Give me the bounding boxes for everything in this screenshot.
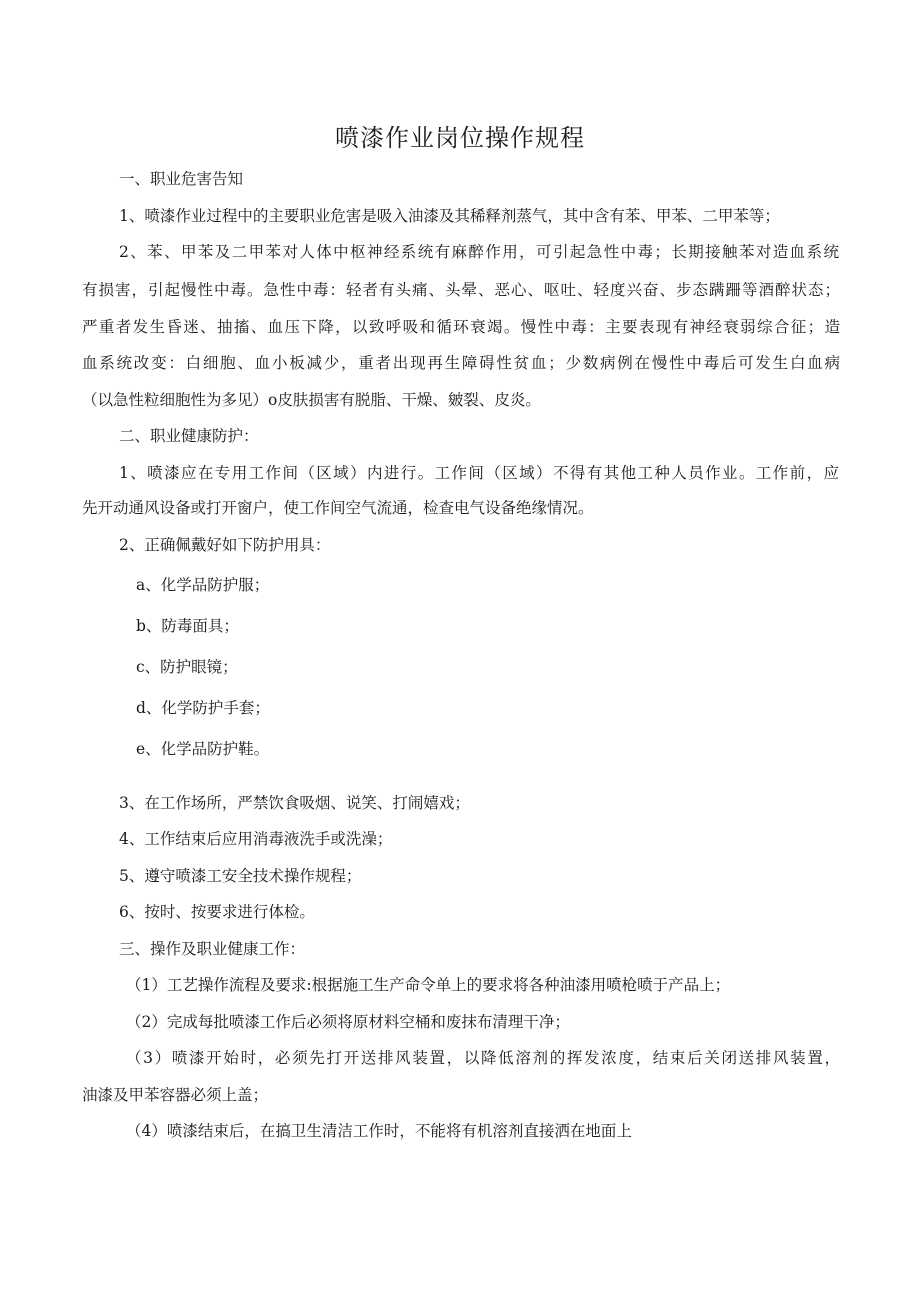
document-title: 喷漆作业岗位操作规程 bbox=[335, 124, 585, 152]
section3-item3-line2: 油漆及甲苯容器必须上盖； bbox=[82, 1086, 269, 1104]
equipment-item-d: d、化学防护手套； bbox=[136, 699, 270, 717]
equipment-item-b: b、防毒面具； bbox=[136, 617, 239, 635]
section3-heading: 三、操作及职业健康工作： bbox=[119, 940, 306, 958]
section1-item2-line2: 有损害，引起慢性中毒。急性中毒：轻者有头痛、头晕、恶心、呕吐、轻度兴奋、步态蹒跚等酒醉状态； bbox=[82, 281, 840, 299]
section1-heading: 一、职业危害告知 bbox=[119, 170, 244, 188]
section3-item4: （4）喷漆结束后，在搞卫生清洁工作时，不能将有机溶剂直接洒在地面上 bbox=[126, 1122, 632, 1140]
section3-item1: （1）工艺操作流程及要求:根据施工生产命令单上的要求将各种油漆用喷枪喷于产品上； bbox=[126, 976, 731, 994]
section2-item2: 2、正确佩戴好如下防护用具： bbox=[119, 536, 331, 554]
section2-item6: 6、按时、按要求进行体检。 bbox=[119, 903, 315, 921]
section3-item3-line1: （3）喷漆开始时，必须先打开送排风装置，以降低溶剂的挥发浓度，结束后关闭送排风装置， bbox=[126, 1049, 840, 1067]
equipment-item-c: c、防护眼镜； bbox=[136, 658, 238, 676]
section1-item2-line4: 血系统改变：白细胞、血小板减少，重者出现再生障碍性贫血；少数病例在慢性中毒后可发生白血病 bbox=[82, 354, 840, 372]
section1-item2-line3: 严重者发生昏迷、抽搐、血压下降，以致呼吸和循环衰竭。慢性中毒：主要表现有神经衰弱综合征；造 bbox=[82, 318, 840, 336]
section2-item1-line2: 先开动通风设备或打开窗户，使工作间空气流通，检查电气设备绝缘情况。 bbox=[82, 499, 594, 517]
section2-item4: 4、工作结束后应用消毒液洗手或洗澡； bbox=[119, 830, 393, 848]
section3-item2: （2）完成每批喷漆工作后必须将原材料空桶和废抹布清理干净； bbox=[126, 1013, 570, 1031]
section2-item5: 5、遵守喷漆工安全技术操作规程； bbox=[119, 867, 362, 885]
section2-item3: 3、在工作场所，严禁饮食吸烟、说笑、打闹嬉戏； bbox=[119, 794, 470, 812]
section2-heading: 二、职业健康防护： bbox=[119, 427, 259, 445]
section2-item1-line1: 1、喷漆应在专用工作间（区域）内进行。工作间（区域）不得有其他工种人员作业。工作前，应 bbox=[119, 464, 839, 482]
section1-item1: 1、喷漆作业过程中的主要职业危害是吸入油漆及其稀释剂蒸气，其中含有苯、甲苯、二甲苯等； bbox=[119, 207, 780, 225]
section1-item2-line1: 2、苯、甲苯及二甲苯对人体中枢神经系统有麻醉作用，可引起急性中毒；长期接触苯对造血系统 bbox=[119, 243, 839, 261]
section1-item2-line5: （以急性粒细胞性为多见）o皮肤损害有脱脂、干燥、皴裂、皮炎。 bbox=[82, 391, 541, 409]
equipment-item-a: a、化学品防护服； bbox=[136, 576, 270, 594]
equipment-item-e: e、化学品防护鞋。 bbox=[136, 740, 270, 758]
